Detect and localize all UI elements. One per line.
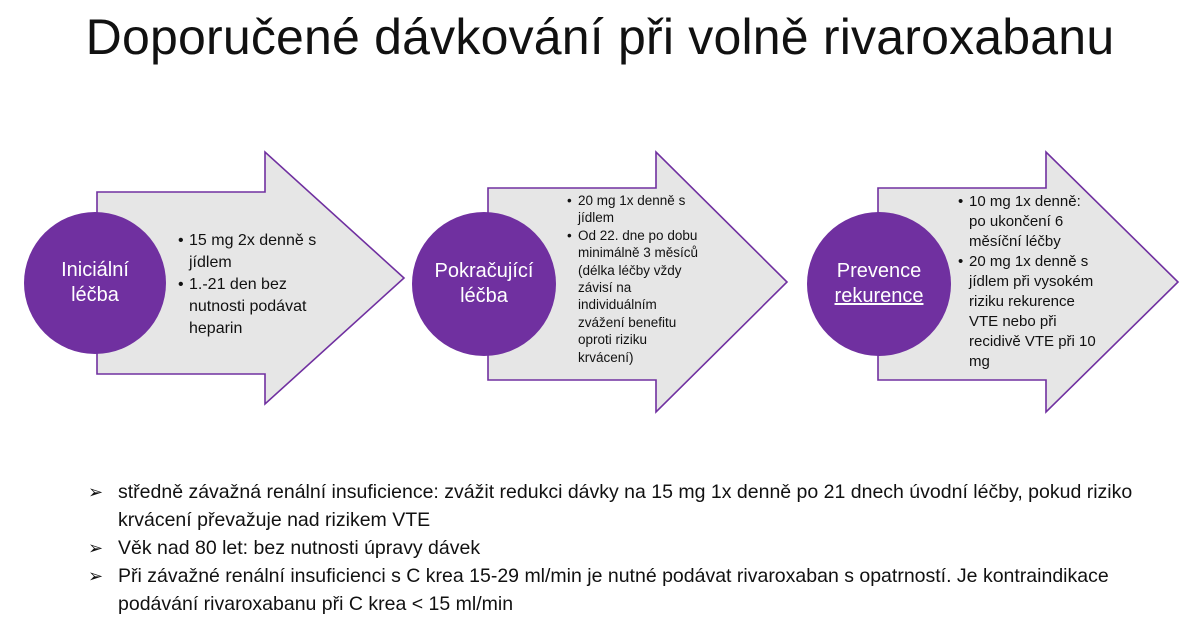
step-2-circle: [412, 212, 556, 356]
step-3-bullets: [958, 192, 1098, 372]
step-1-circle: [24, 212, 166, 354]
step-3-bullet: • 10 mg 1x denně: po ukončení 6 měsíční léčby: [958, 192, 1098, 252]
step-2-bullet: • Od 22. dne po dobu minimálně 3 měsíců (délka léčby vždy závisí na individuálním zvážení benefitu oproti riziku krvácení): [567, 227, 705, 366]
step-1-label: Iniciální léčba: [61, 259, 129, 306]
step-1-bullet: • 15 mg 2x denně s jídlem: [178, 230, 328, 274]
step-1-bullet: • 1.-21 den bez nutnosti podávat heparin: [178, 274, 328, 340]
step-3-label-link[interactable]: rekurence: [834, 285, 924, 307]
note-item: ➢ Věk nad 80 let: bez nutnosti úpravy dávek: [88, 534, 1168, 562]
step-1-bullets: [178, 230, 328, 340]
note-item: ➢ Při závažné renální insuficienci s C krea 15-29 ml/min je nutné podávat rivaroxaban s opatrností. Je kontraindikace podávání rivaroxabanu při C krea < 15 ml/min: [88, 562, 1168, 618]
step-2-label: Pokračující léčba: [434, 260, 534, 307]
step-2-bullet: • 20 mg 1x denně s jídlem: [567, 192, 705, 227]
step-3-bullet: • 20 mg 1x denně s jídlem při vysokém riziku rekurence VTE nebo při recidivě VTE při 10 mg: [958, 252, 1098, 372]
step-3-label-line1: Prevence: [836, 260, 922, 282]
slide-title: Doporučené dávkování při volně rivaroxabanu: [85, 9, 1115, 65]
step-2-bullets: [567, 192, 705, 366]
notes-list: [88, 478, 1168, 618]
step-3-label: [835, 259, 924, 309]
step-3-circle: [807, 212, 951, 356]
note-item: ➢ středně závažná renální insuficience: zvážit redukci dávky na 15 mg 1x denně po 21 dnech úvodní léčby, pokud riziko krvácení převažuje nad rizikem VTE: [88, 478, 1168, 534]
